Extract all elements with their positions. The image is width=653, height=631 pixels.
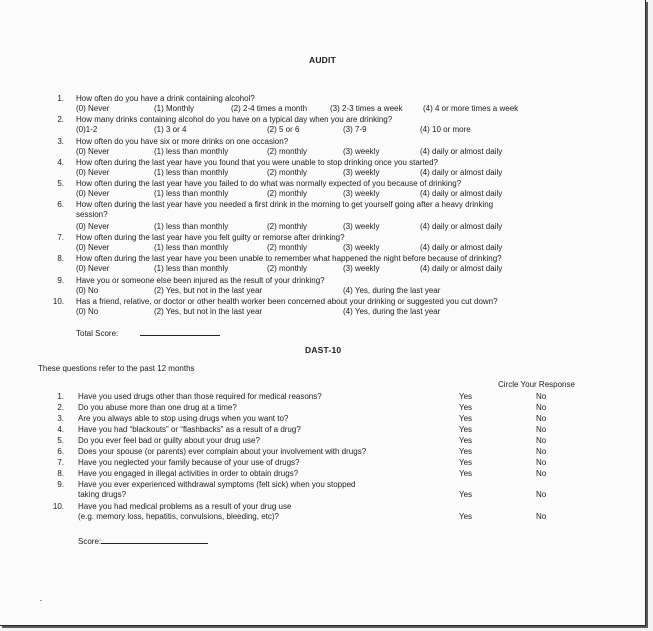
answer-option[interactable]: (4) daily or almost daily: [420, 243, 503, 252]
answer-option[interactable]: (1) Monthly: [154, 104, 195, 113]
yes-option[interactable]: Yes: [459, 490, 473, 499]
answer-option[interactable]: (2) 2-4 times a month: [231, 104, 308, 113]
answer-option[interactable]: (4) daily or almost daily: [420, 189, 503, 198]
answer-option[interactable]: (1) less than monthly: [154, 264, 229, 273]
answer-option[interactable]: (4) daily or almost daily: [420, 222, 503, 231]
yes-option[interactable]: Yes: [459, 414, 473, 423]
answer-option[interactable]: (2) monthly: [267, 189, 308, 198]
response-header: Circle Your Response: [498, 380, 575, 389]
yes-option[interactable]: Yes: [459, 436, 473, 445]
answer-option[interactable]: (4) Yes, during the last year: [343, 307, 441, 316]
answer-option[interactable]: (0)1-2: [76, 125, 98, 134]
question-number: 5.: [57, 436, 64, 445]
question-number: 5.: [57, 179, 64, 188]
question-number: 3.: [57, 414, 64, 423]
question-number: 2.: [57, 115, 64, 124]
question-text: Have you used drugs other than those required for medical reasons?: [78, 392, 322, 401]
answer-option[interactable]: (3) weekly: [343, 189, 380, 198]
no-option[interactable]: No: [536, 425, 547, 434]
question-number: 4.: [57, 158, 64, 167]
question-text: How often do you have a drink containing alcohol?: [76, 94, 255, 103]
answer-option[interactable]: (0) Never: [76, 243, 110, 252]
question-text: How often during the last year have you been unable to remember what happened the night before because of drinking?: [76, 254, 502, 263]
answer-option[interactable]: (1) less than monthly: [154, 189, 229, 198]
answer-option[interactable]: (2) 5 or 6: [267, 125, 300, 134]
answer-option[interactable]: (2) Yes, but not in the last year: [154, 307, 263, 316]
answer-option[interactable]: (3) 7-9: [343, 125, 367, 134]
no-option[interactable]: No: [536, 403, 547, 412]
no-option[interactable]: No: [536, 436, 547, 445]
scan-speck: [40, 600, 42, 601]
question-number: 8.: [57, 254, 64, 263]
answer-option[interactable]: (1) less than monthly: [154, 168, 229, 177]
question-text: Have you had medical problems as a result of your drug use: [78, 502, 292, 511]
question-number: 6.: [57, 447, 64, 456]
answer-option[interactable]: (3) weekly: [343, 222, 380, 231]
score-label: Score:: [78, 537, 102, 546]
answer-option[interactable]: (2) Yes, but not in the last year: [154, 286, 263, 295]
question-number: 10.: [52, 297, 64, 306]
answer-option[interactable]: (4) Yes, during the last year: [343, 286, 441, 295]
answer-option[interactable]: (0) Never: [76, 222, 110, 231]
answer-option[interactable]: (3) weekly: [343, 243, 380, 252]
question-text: How often during the last year have you failed to do what was normally expected of you because of drinking?: [76, 179, 462, 188]
no-option[interactable]: No: [536, 512, 547, 521]
answer-option[interactable]: (4) 4 or more times a week: [423, 104, 519, 113]
question-number: 9.: [57, 480, 64, 489]
yes-option[interactable]: Yes: [459, 458, 473, 467]
answer-option[interactable]: (0) Never: [76, 104, 110, 113]
no-option[interactable]: No: [536, 392, 547, 401]
question-text: Has a friend, relative, or doctor or other health worker been concerned about your drinking or suggested you cut down?: [76, 297, 498, 306]
question-text: How often do you have six or more drinks on one occasion?: [76, 137, 289, 146]
yes-option[interactable]: Yes: [459, 447, 473, 456]
no-option[interactable]: No: [536, 458, 547, 467]
no-option[interactable]: No: [536, 469, 547, 478]
answer-option[interactable]: (3) weekly: [343, 264, 380, 273]
question-text: How often during the last year have you felt guilty or remorse after drinking?: [76, 233, 345, 242]
question-text: Have you neglected your family because of your use of drugs?: [78, 458, 300, 467]
no-option[interactable]: No: [536, 447, 547, 456]
yes-option[interactable]: Yes: [459, 512, 473, 521]
question-text: Does your spouse (or parents) ever complain about your involvement with drugs?: [78, 447, 367, 456]
no-option[interactable]: No: [536, 414, 547, 423]
answer-option[interactable]: (2) monthly: [267, 168, 308, 177]
answer-option[interactable]: (3) weekly: [343, 168, 380, 177]
question-text: Have you engaged in illegal activities in order to obtain drugs?: [78, 469, 299, 478]
question-number: 7.: [57, 233, 64, 242]
question-text: Have you had “blackouts” or “flashbacks” as a result of a drug?: [78, 425, 301, 434]
score-field[interactable]: [101, 535, 208, 544]
question-number: 7.: [57, 458, 64, 467]
answer-option[interactable]: (4) daily or almost daily: [420, 147, 503, 156]
question-number: 1.: [57, 94, 64, 103]
question-number: 8.: [57, 469, 64, 478]
question-number: 6.: [57, 200, 64, 209]
answer-option[interactable]: (0) Never: [76, 189, 110, 198]
question-number: 2.: [57, 403, 64, 412]
question-text: How often during the last year have you needed a first drink in the morning to get yourself going after a heavy drinking: [76, 200, 494, 209]
answer-option[interactable]: (4) daily or almost daily: [420, 168, 503, 177]
yes-option[interactable]: Yes: [459, 403, 473, 412]
question-number: 3.: [57, 137, 64, 146]
answer-option[interactable]: (1) less than monthly: [154, 222, 229, 231]
question-text: Do you ever feel bad or guilty about your drug use?: [78, 436, 260, 445]
dast-title: DAST-10: [305, 345, 342, 355]
total-score-field[interactable]: [140, 327, 220, 336]
yes-option[interactable]: Yes: [459, 392, 473, 401]
dast-intro: These questions refer to the past 12 months: [38, 364, 195, 373]
answer-option[interactable]: (4) 10 or more: [420, 125, 471, 134]
yes-option[interactable]: Yes: [459, 425, 473, 434]
question-text-continued: (e.g. memory loss, hepatitis, convulsions, bleeding, etc)?: [78, 512, 279, 521]
dast-score: [78, 535, 208, 547]
question-text-continued: session?: [76, 210, 108, 219]
answer-option[interactable]: (0) No: [76, 307, 99, 316]
question-number: 1.: [57, 392, 64, 401]
answer-option[interactable]: (2) monthly: [267, 147, 308, 156]
answer-option[interactable]: (4) daily or almost daily: [420, 264, 503, 273]
question-text-continued: taking drugs?: [78, 490, 127, 499]
audit-total-score: [76, 327, 220, 339]
question-number: 9.: [57, 276, 64, 285]
question-text: Have you or someone else been injured as the result of your drinking?: [76, 276, 325, 285]
answer-option[interactable]: (0) Never: [76, 264, 110, 273]
answer-option[interactable]: (2) monthly: [267, 264, 308, 273]
question-number: 4.: [57, 425, 64, 434]
answer-option[interactable]: (0) No: [76, 286, 99, 295]
answer-option[interactable]: (0) Never: [76, 147, 110, 156]
question-text: Have you ever experienced withdrawal symptoms (felt sick) when you stopped: [78, 480, 356, 489]
answer-option[interactable]: (0) Never: [76, 168, 110, 177]
total-score-label: Total Score:: [76, 329, 119, 338]
question-text: Do you abuse more than one drug at a time?: [78, 403, 237, 412]
answer-option[interactable]: (2) monthly: [267, 243, 308, 252]
audit-title: AUDIT: [309, 55, 336, 65]
answer-option[interactable]: (1) less than monthly: [154, 243, 229, 252]
answer-option[interactable]: (2) monthly: [267, 222, 308, 231]
question-text: Are you always able to stop using drugs when you want to?: [78, 414, 289, 423]
no-option[interactable]: No: [536, 490, 547, 499]
answer-option[interactable]: (3) weekly: [343, 147, 380, 156]
answer-option[interactable]: (1) 3 or 4: [154, 125, 187, 134]
question-text: How many drinks containing alcohol do you have on a typical day when you are drinking?: [76, 115, 393, 124]
question-text: How often during the last year have you found that you were unable to stop drinking once you started?: [76, 158, 439, 167]
yes-option[interactable]: Yes: [459, 469, 473, 478]
answer-option[interactable]: (1) less than monthly: [154, 147, 229, 156]
question-number: 10.: [52, 502, 64, 511]
answer-option[interactable]: (3) 2-3 times a week: [330, 104, 403, 113]
